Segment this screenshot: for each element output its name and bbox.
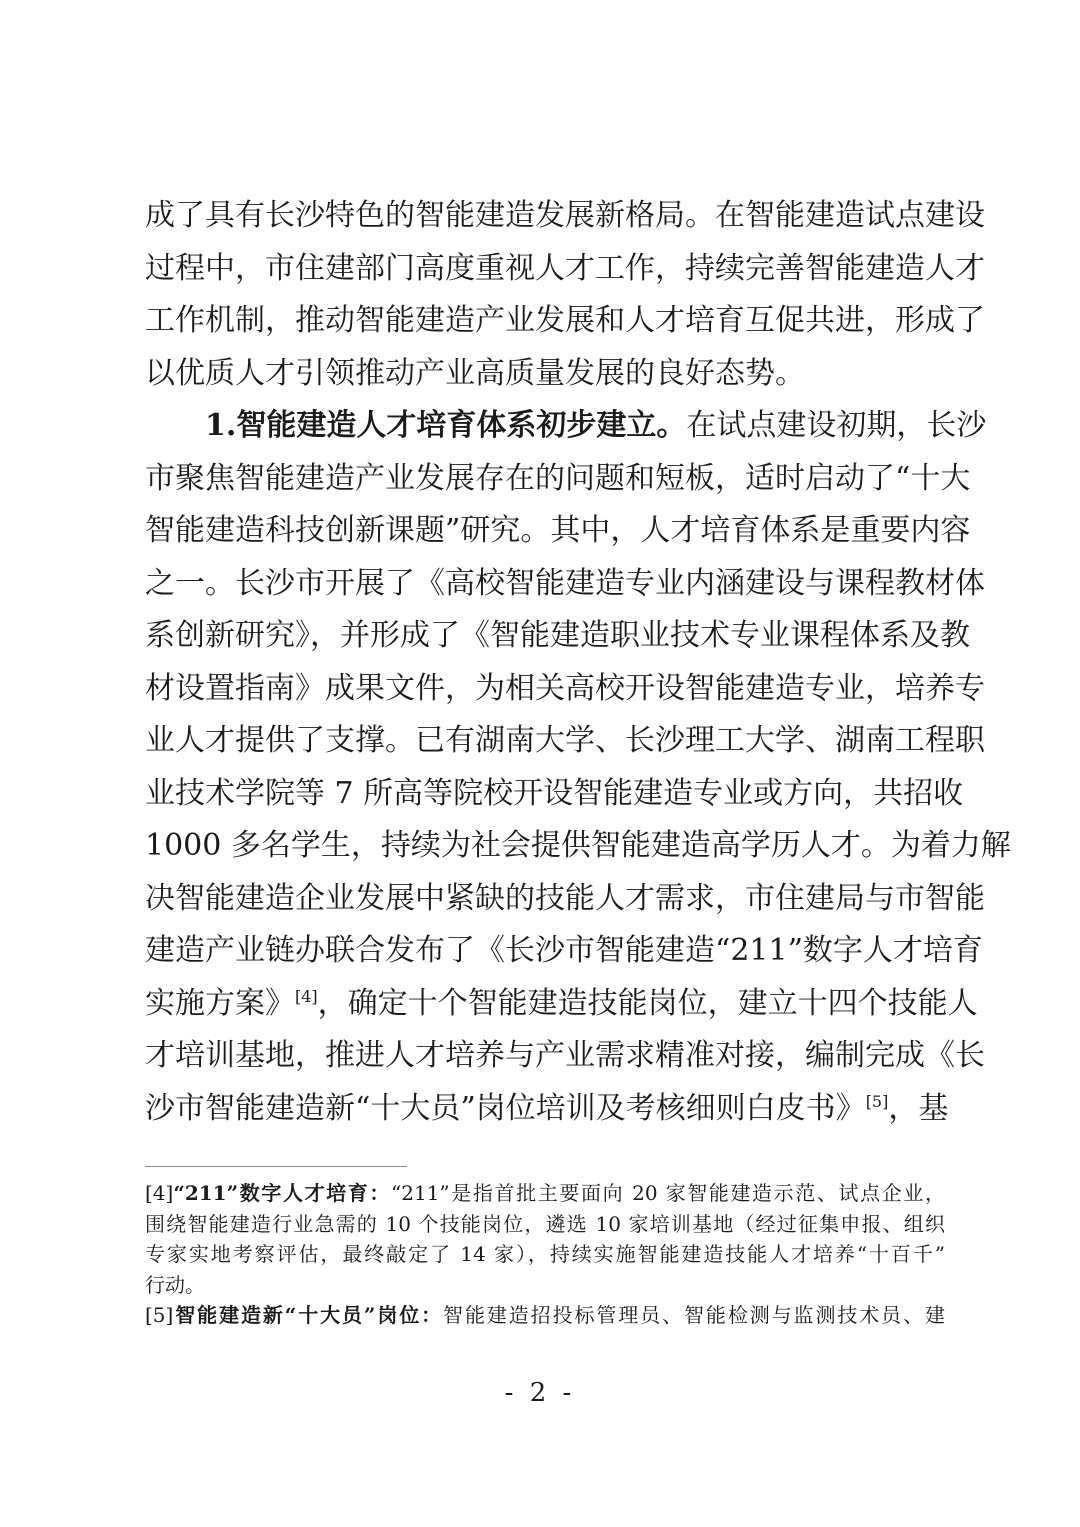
paragraph-line: 材设置指南》成果文件，为相关高校开设智能建造专业，培养专 <box>145 670 985 706</box>
section-first-line-rest: 在试点建设初期，长沙 <box>686 408 987 443</box>
footnote-ref-4[interactable]: [4] <box>295 986 318 1006</box>
section-first-line <box>145 400 987 453</box>
paragraph-line: 工作机制，推动智能建造产业发展和人才培育互促共进，形成了 <box>145 303 985 338</box>
footnote-5-line: [5]智能建造新“十大员”岗位：智能建造招投标管理员、智能检测与监测技术员、建 <box>145 1303 945 1327</box>
paragraph-line: 业人才提供了支撑。已有湖南大学、长沙理工大学、湖南工程职 <box>145 723 985 758</box>
paragraph-line: 1000 多名学生，持续为社会提供智能建造高学历人才。为着力解 <box>145 828 1011 863</box>
paragraph-line-with-ref4: 实施方案》[4]，确定十个智能建造技能岗位，建立十四个技能人 <box>145 985 978 1021</box>
paragraph-line: 业技术学院等 7 所高等院校开设智能建造专业或方向，共招收 <box>145 775 964 811</box>
paragraph-line: 决智能建造企业发展中紧缺的技能人才需求，市住建局与市智能 <box>145 880 985 916</box>
paragraph-line-with-ref5: 沙市智能建造新“十大员”岗位培训及考核细则白皮书》[5]，基 <box>145 1090 949 1126</box>
footnote-4-line: 行动。 <box>145 1272 205 1297</box>
paragraph-line: 之一。长沙市开展了《高校智能建造专业内涵建设与课程教材体 <box>145 565 985 601</box>
paragraph-line: 建造产业链办联合发布了《长沙市智能建造“211”数字人才培育 <box>145 933 983 968</box>
paragraph-line: 市聚焦智能建造产业发展存在的问题和短板，适时启动了“十大 <box>145 460 971 496</box>
paragraph-line: 以优质人才引领推动产业高质量发展的良好态势。 <box>145 355 805 391</box>
page-number: - 2 - <box>504 1378 576 1408</box>
footnote-4-title: “211”数字人才培育： <box>173 1181 392 1205</box>
paragraph-line: 成了具有长沙特色的智能建造发展新格局。在智能建造试点建设 <box>145 198 985 233</box>
paragraph-line: 才培训基地，推进人才培养与产业需求精准对接，编制完成《长 <box>145 1038 985 1073</box>
document-body <box>145 190 1011 1135</box>
footnote-4-marker: [4] <box>145 1181 174 1205</box>
section-heading: 1.智能建造人才培育体系初步建立。 <box>205 408 687 443</box>
footnote-4-line: [4]“211”数字人才培育：“211”是指首批主要面向 20 家智能建造示范、试点企业， <box>145 1181 945 1205</box>
footnotes <box>145 1178 945 1331</box>
paragraph-line: 智能建造科技创新课题”研究。其中，人才培育体系是重要内容 <box>145 513 971 548</box>
footnote-ref-5[interactable]: [5] <box>865 1091 889 1111</box>
paragraph-line: 过程中，市住建部门高度重视人才工作，持续完善智能建造人才 <box>145 250 985 286</box>
paragraph-line: 系创新研究》，并形成了《智能建造职业技术专业课程体系及教 <box>145 618 970 653</box>
footnote-5-title: 智能建造新“十大员”岗位： <box>173 1303 444 1327</box>
footnote-5-marker: [5] <box>145 1303 174 1327</box>
footnote-4-line: 围绕智能建造行业急需的 10 个技能岗位，遴选 10 家培训基地（经过征集申报、组织 <box>145 1211 945 1236</box>
footnote-4-line: 专家实地考察评估，最终敲定了 14 家），持续实施智能建造技能人才培养“十百千” <box>145 1242 945 1266</box>
footnote-divider <box>145 1166 407 1167</box>
